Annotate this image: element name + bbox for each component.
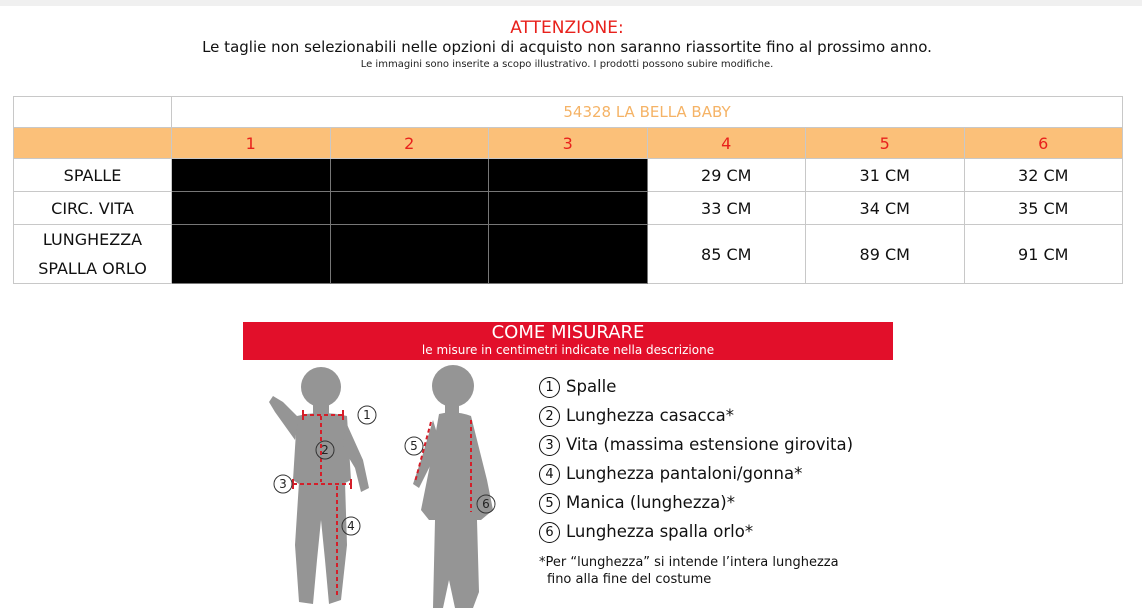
- legend-number: 5: [539, 493, 560, 514]
- table-row: [14, 225, 1123, 284]
- value-cell: 34 CM: [806, 192, 965, 225]
- banner-title: COME MISURARE: [491, 322, 645, 343]
- product-name: 54328 LA BELLA BABY: [172, 97, 1123, 128]
- unavailable-cell: [330, 225, 489, 284]
- legend-number: 4: [539, 464, 560, 485]
- unavailable-cell: [172, 225, 331, 284]
- size-header-6: 6: [964, 128, 1123, 159]
- notice-message: Le taglie non selezionabili nelle opzioni di acquisto non saranno riassortite fino al prossimo anno.: [202, 38, 932, 56]
- notice: [0, 18, 1134, 72]
- value-cell: 91 CM: [964, 225, 1123, 284]
- legend-label: Lunghezza casacca*: [566, 406, 734, 425]
- how-to-measure-banner: [243, 322, 893, 360]
- value-cell: 32 CM: [964, 159, 1123, 192]
- value-cell: 35 CM: [964, 192, 1123, 225]
- size-header-4: 4: [647, 128, 806, 159]
- footnote-line-1: *Per “lunghezza” si intende l’intera lunghezza: [539, 555, 839, 570]
- legend-item: [539, 459, 899, 488]
- unavailable-cell: [489, 192, 648, 225]
- legend-number: 6: [539, 522, 560, 543]
- marker-5: 5: [410, 439, 418, 453]
- legend-label: Vita (massima estensione girovita): [566, 435, 854, 454]
- row-label-line-1: LUNGHEZZA: [42, 230, 143, 249]
- marker-6: 6: [482, 497, 490, 511]
- legend-item: [539, 401, 899, 430]
- child-side-figure: [413, 365, 493, 608]
- empty-header-cell: [14, 128, 172, 159]
- measurement-legend: [539, 372, 899, 588]
- value-cell: 89 CM: [806, 225, 965, 284]
- legend-number: 2: [539, 406, 560, 427]
- unavailable-cell: [330, 192, 489, 225]
- unavailable-cell: [172, 159, 331, 192]
- legend-label: Spalle: [566, 377, 617, 396]
- unavailable-cell: [489, 159, 648, 192]
- size-header-1: 1: [172, 128, 331, 159]
- size-header-5: 5: [806, 128, 965, 159]
- footnote-line-2: fino alla fine del costume: [547, 572, 712, 587]
- unavailable-cell: [172, 192, 331, 225]
- empty-corner-cell: [14, 97, 172, 128]
- unavailable-cell: [489, 225, 648, 284]
- unavailable-cell: [330, 159, 489, 192]
- marker-1: 1: [363, 408, 371, 422]
- banner-subtitle: le misure in centimetri indicate nella descrizione: [421, 343, 715, 357]
- how-to-measure: [243, 322, 893, 612]
- table-row: [14, 159, 1123, 192]
- size-header-2: 2: [330, 128, 489, 159]
- row-label-line-2: SPALLA ORLO: [38, 259, 147, 278]
- row-label-circ-vita: CIRC. VITA: [14, 192, 172, 225]
- marker-3: 3: [279, 477, 287, 491]
- measurement-figures: [243, 360, 523, 612]
- value-cell: 85 CM: [647, 225, 806, 284]
- legend-number: 3: [539, 435, 560, 456]
- legend-label: Manica (lunghezza)*: [566, 493, 735, 512]
- legend-item: [539, 517, 899, 546]
- notice-disclaimer: Le immagini sono inserite a scopo illustrativo. I prodotti possono subire modifiche.: [360, 59, 774, 70]
- table-row: [14, 192, 1123, 225]
- legend-footnote: [539, 554, 899, 588]
- marker-2: 2: [321, 443, 329, 457]
- legend-number: 1: [539, 377, 560, 398]
- legend-item: [539, 488, 899, 517]
- size-table: [13, 96, 1123, 284]
- value-cell: 29 CM: [647, 159, 806, 192]
- legend-item: [539, 372, 899, 401]
- value-cell: 31 CM: [806, 159, 965, 192]
- legend-item: [539, 430, 899, 459]
- size-header-3: 3: [489, 128, 648, 159]
- value-cell: 33 CM: [647, 192, 806, 225]
- notice-title: ATTENZIONE:: [510, 18, 624, 38]
- legend-label: Lunghezza spalla orlo*: [566, 522, 754, 541]
- legend-label: Lunghezza pantaloni/gonna*: [566, 464, 803, 483]
- marker-4: 4: [347, 519, 355, 533]
- row-label-lunghezza-spalla-orlo: [14, 225, 172, 284]
- top-bar: [0, 0, 1142, 6]
- row-label-spalle: SPALLE: [14, 159, 172, 192]
